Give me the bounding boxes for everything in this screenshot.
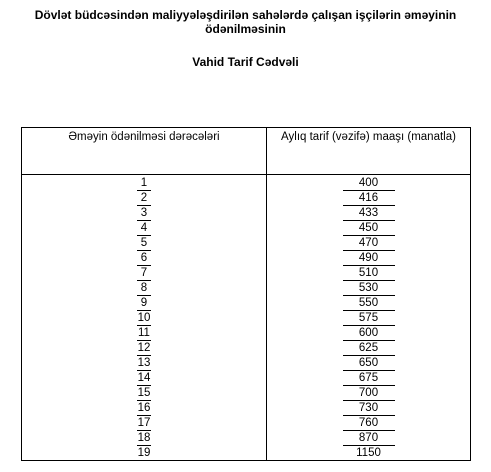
table-row	[22, 266, 471, 281]
grade-value: 5	[137, 236, 151, 251]
salary-cell	[267, 206, 471, 221]
salary-value: 760	[343, 416, 395, 431]
salary-value: 416	[343, 191, 395, 206]
document-title: Dövlət büdcəsindən maliyyələşdirilən sahələrdə çalışan işçilərin əməyinin ödənilməsinin	[34, 8, 457, 36]
grade-cell	[22, 296, 267, 311]
grade-value: 1	[137, 176, 151, 191]
document-subtitle: Vahid Tarif Cədvəli	[192, 55, 299, 69]
table-row	[22, 371, 471, 386]
tariff-table	[21, 127, 471, 461]
salary-value: 730	[343, 401, 395, 416]
salary-value: 400	[343, 176, 395, 191]
table-row	[22, 386, 471, 401]
grade-cell	[22, 386, 267, 401]
table-row	[22, 236, 471, 251]
grade-cell	[22, 341, 267, 356]
salary-value: 450	[343, 221, 395, 236]
table-row	[22, 191, 471, 206]
salary-value: 625	[343, 341, 395, 356]
salary-cell	[267, 416, 471, 431]
salary-cell	[267, 446, 471, 461]
salary-cell	[267, 251, 471, 266]
grade-cell	[22, 266, 267, 281]
salary-value: 675	[343, 371, 395, 386]
grade-value: 14	[137, 372, 151, 384]
grade-cell	[22, 416, 267, 431]
header-salary: Aylıq tarif (vəzifə) maaşı (manatla)	[267, 128, 471, 175]
salary-cell	[267, 401, 471, 416]
table-row	[22, 326, 471, 341]
salary-value: 1150	[356, 447, 381, 459]
salary-cell	[267, 191, 471, 206]
table-row	[22, 175, 471, 192]
salary-cell	[267, 341, 471, 356]
grade-cell	[22, 281, 267, 296]
table-row	[22, 296, 471, 311]
table-header-row	[22, 128, 471, 175]
salary-cell	[267, 281, 471, 296]
table-row	[22, 446, 471, 461]
salary-value: 510	[343, 266, 395, 281]
grade-value: 8	[137, 281, 151, 296]
grade-value: 12	[137, 342, 151, 354]
grade-cell	[22, 311, 267, 326]
salary-value: 490	[343, 251, 395, 266]
grade-value: 4	[137, 221, 151, 236]
grade-cell	[22, 401, 267, 416]
grade-value: 18	[137, 432, 151, 444]
salary-cell	[267, 175, 471, 192]
table-row	[22, 416, 471, 431]
salary-cell	[267, 386, 471, 401]
salary-cell	[267, 326, 471, 341]
table-row	[22, 251, 471, 266]
grade-cell	[22, 371, 267, 386]
table-row	[22, 221, 471, 236]
grade-cell	[22, 221, 267, 236]
header-grade: Əməyin ödənilməsi dərəcələri	[22, 128, 267, 175]
grade-value: 6	[137, 251, 151, 266]
grade-value: 17	[137, 417, 151, 429]
salary-cell	[267, 266, 471, 281]
grade-value: 9	[137, 296, 151, 311]
grade-cell	[22, 175, 267, 192]
grade-cell	[22, 446, 267, 461]
grade-value: 16	[137, 402, 151, 414]
grade-cell	[22, 191, 267, 206]
salary-value: 600	[343, 326, 395, 341]
table-row	[22, 356, 471, 371]
salary-value: 550	[343, 296, 395, 311]
grade-cell	[22, 356, 267, 371]
salary-value: 530	[343, 281, 395, 296]
grade-value: 10	[137, 312, 151, 324]
grade-cell	[22, 251, 267, 266]
salary-value: 700	[343, 386, 395, 401]
salary-cell	[267, 311, 471, 326]
table-row	[22, 401, 471, 416]
grade-value: 2	[137, 191, 151, 206]
grade-cell	[22, 431, 267, 446]
salary-cell	[267, 296, 471, 311]
grade-cell	[22, 236, 267, 251]
grade-value: 3	[137, 206, 151, 221]
salary-value: 470	[343, 236, 395, 251]
table-row	[22, 281, 471, 296]
salary-cell	[267, 356, 471, 371]
grade-value: 7	[137, 266, 151, 281]
table-row	[22, 341, 471, 356]
salary-cell	[267, 371, 471, 386]
grade-value: 13	[137, 357, 151, 369]
salary-value: 870	[343, 431, 395, 446]
table-row	[22, 311, 471, 326]
grade-value: 11	[138, 327, 150, 339]
grade-value: 19	[137, 447, 151, 459]
salary-value: 575	[343, 311, 395, 326]
grade-value: 15	[137, 387, 151, 399]
salary-cell	[267, 431, 471, 446]
salary-cell	[267, 236, 471, 251]
salary-cell	[267, 221, 471, 236]
grade-cell	[22, 326, 267, 341]
salary-value: 433	[343, 206, 395, 221]
salary-value: 650	[343, 356, 395, 371]
grade-cell	[22, 206, 267, 221]
table-row	[22, 431, 471, 446]
table-row	[22, 206, 471, 221]
